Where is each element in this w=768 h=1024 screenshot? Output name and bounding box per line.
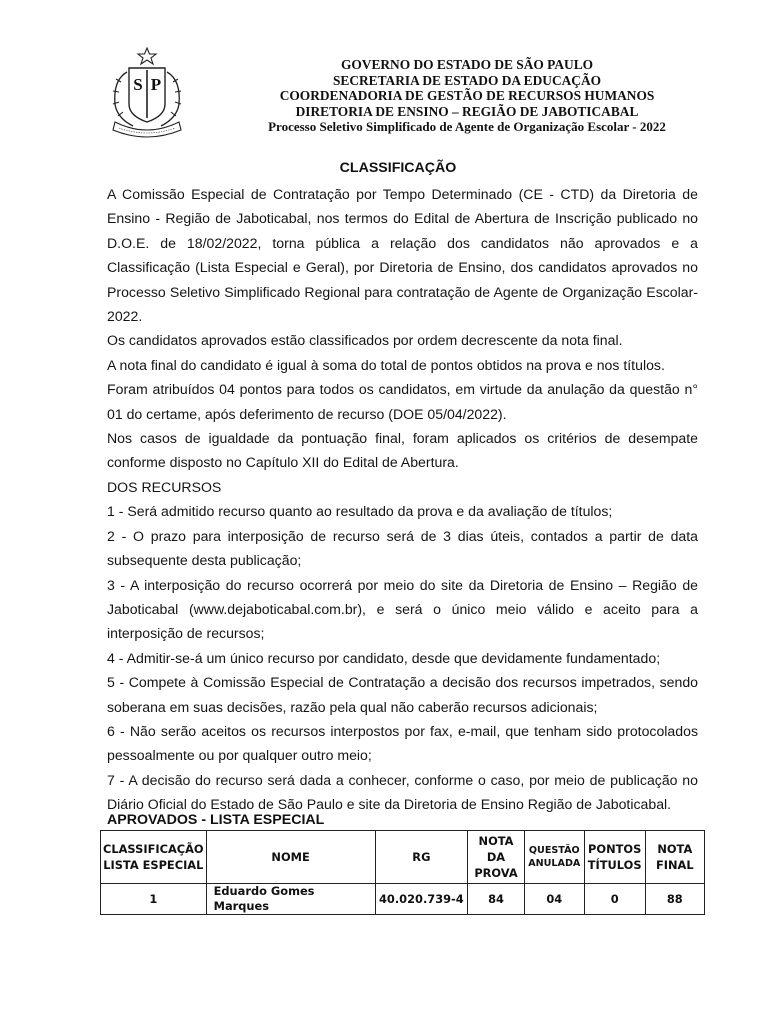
ranking-order-paragraph: Os candidatos aprovados estão classificados por ordem decrescente da nota final.: [107, 332, 623, 349]
header-secretariat-line: SECRETARIA DE ESTADO DA EDUCAÇÃO: [332, 72, 602, 88]
appeals-item-5: 5 - Compete à Comissão Especial de Contratação a decisão dos recursos impetrados, sendo soberana em suas decisões, razão pela qual não caberão recursos adicionais;: [107, 674, 698, 715]
column-header-annulled-question: QUESTÃO ANULADA: [524, 831, 584, 884]
document-header: [0, 0, 768, 150]
svg-text:P: P: [150, 75, 162, 94]
column-header-title-points: PONTOS TÍTULOS: [584, 831, 645, 884]
column-header-exam-score: NOTA DA PROVA: [468, 831, 525, 884]
annulled-question-paragraph: Foram atribuídos 04 pontos para todos os candidatos, em virtude da anulação da questão n° 01 do certame, após deferimento de recurso (DOE 05/04/2022).: [107, 381, 698, 422]
sao-paulo-coat-of-arms-icon: [107, 46, 187, 138]
tiebreak-paragraph: Nos casos de igualdade da pontuação final, foram aplicados os critérios de desempate conforme disposto no Capítulo XII do Edital de Abertura.: [107, 430, 698, 471]
appeals-item-4: 4 - Admitir-se-á um único recurso por candidato, desde que devidamente fundamentado;: [107, 649, 661, 666]
appeals-item-7: 7 - A decisão do recurso será dada a conhecer, conforme o caso, por meio de publicação no Diário Oficial do Estado de São Paulo e site da Diretoria de Ensino Região de Jaboticabal.: [107, 771, 698, 813]
appeals-item-2: 2 - O prazo para interposição de recurso será de 3 dias úteis, contados a partir de data subsequente desta publicação;: [107, 527, 698, 569]
column-header-rg: RG: [375, 831, 468, 884]
cell-name: Eduardo Gomes Marques: [206, 884, 375, 915]
cell-classification: 1: [101, 884, 207, 915]
intro-paragraph: A Comissão Especial de Contratação por Tempo Determinado (CE - CTD) da Diretoria de Ensino - Região de Jaboticabal, nos termos do Edital de Abertura de Inscrição publicado no D.O.E. de 18/02/2022, torna pública a relação dos candidatos não aprovados e a Classificação (Lista Especial e Geral), por Diretoria de Ensino, dos candidatos aprovados no Processo Seletivo Simplificado Regional para contratação de Agente de Organização Escolar-2022.: [107, 186, 698, 325]
appeals-item-1: 1 - Será admitido recurso quanto ao resultado da prova e da avaliação de títulos;: [107, 503, 613, 520]
table-row: [101, 884, 705, 915]
header-government-line: GOVERNO DO ESTADO DE SÃO PAULO: [340, 57, 594, 72]
cell-final-score: 88: [645, 884, 704, 915]
cell-rg: 40.020.739-4: [375, 884, 468, 915]
cell-annulled-question: 04: [524, 884, 584, 915]
header-directorate-line: DIRETORIA DE ENSINO – REGIÃO DE JABOTICABAL: [295, 103, 639, 119]
column-header-name: NOME: [206, 831, 375, 884]
appeals-heading: DOS RECURSOS: [107, 478, 222, 495]
svg-text:S: S: [133, 75, 143, 94]
column-header-classification: CLASSIFICAÇÃO LISTA ESPECIAL: [101, 831, 207, 884]
final-score-paragraph: A nota final do candidato é igual à soma do total de pontos obtidos na prova e nos títulos.: [107, 356, 665, 373]
appeals-item-3: 3 - A interposição do recurso ocorrerá por meio do site da Diretoria de Ensino – Região de Jaboticabal (www.dejaboticabal.com.br), e será o único meio válido e aceito para a interposição de recursos;: [107, 576, 698, 642]
table-header-row: [101, 831, 705, 884]
header-coordination-line: COORDENADORIA DE GESTÃO DE RECURSOS HUMANOS: [279, 88, 655, 104]
header-process-line: Processo Seletivo Simplificado de Agente de Organização Escolar - 2022: [268, 119, 666, 135]
cell-exam-score: 84: [468, 884, 525, 915]
appeals-item-6: 6 - Não serão aceitos os recursos interpostos por fax, e-mail, que tenham sido protocolados pessoalmente ou por qualquer outro meio;: [107, 722, 698, 764]
column-header-final-score: NOTA FINAL: [645, 831, 704, 884]
header-text-block: [246, 57, 688, 135]
page-title: CLASSIFICAÇÃO: [339, 160, 457, 176]
approved-special-list-title: APROVADOS - LISTA ESPECIAL: [107, 812, 325, 828]
cell-title-points: 0: [584, 884, 645, 915]
document-body: [107, 182, 698, 817]
approved-special-list-table: [100, 830, 705, 915]
